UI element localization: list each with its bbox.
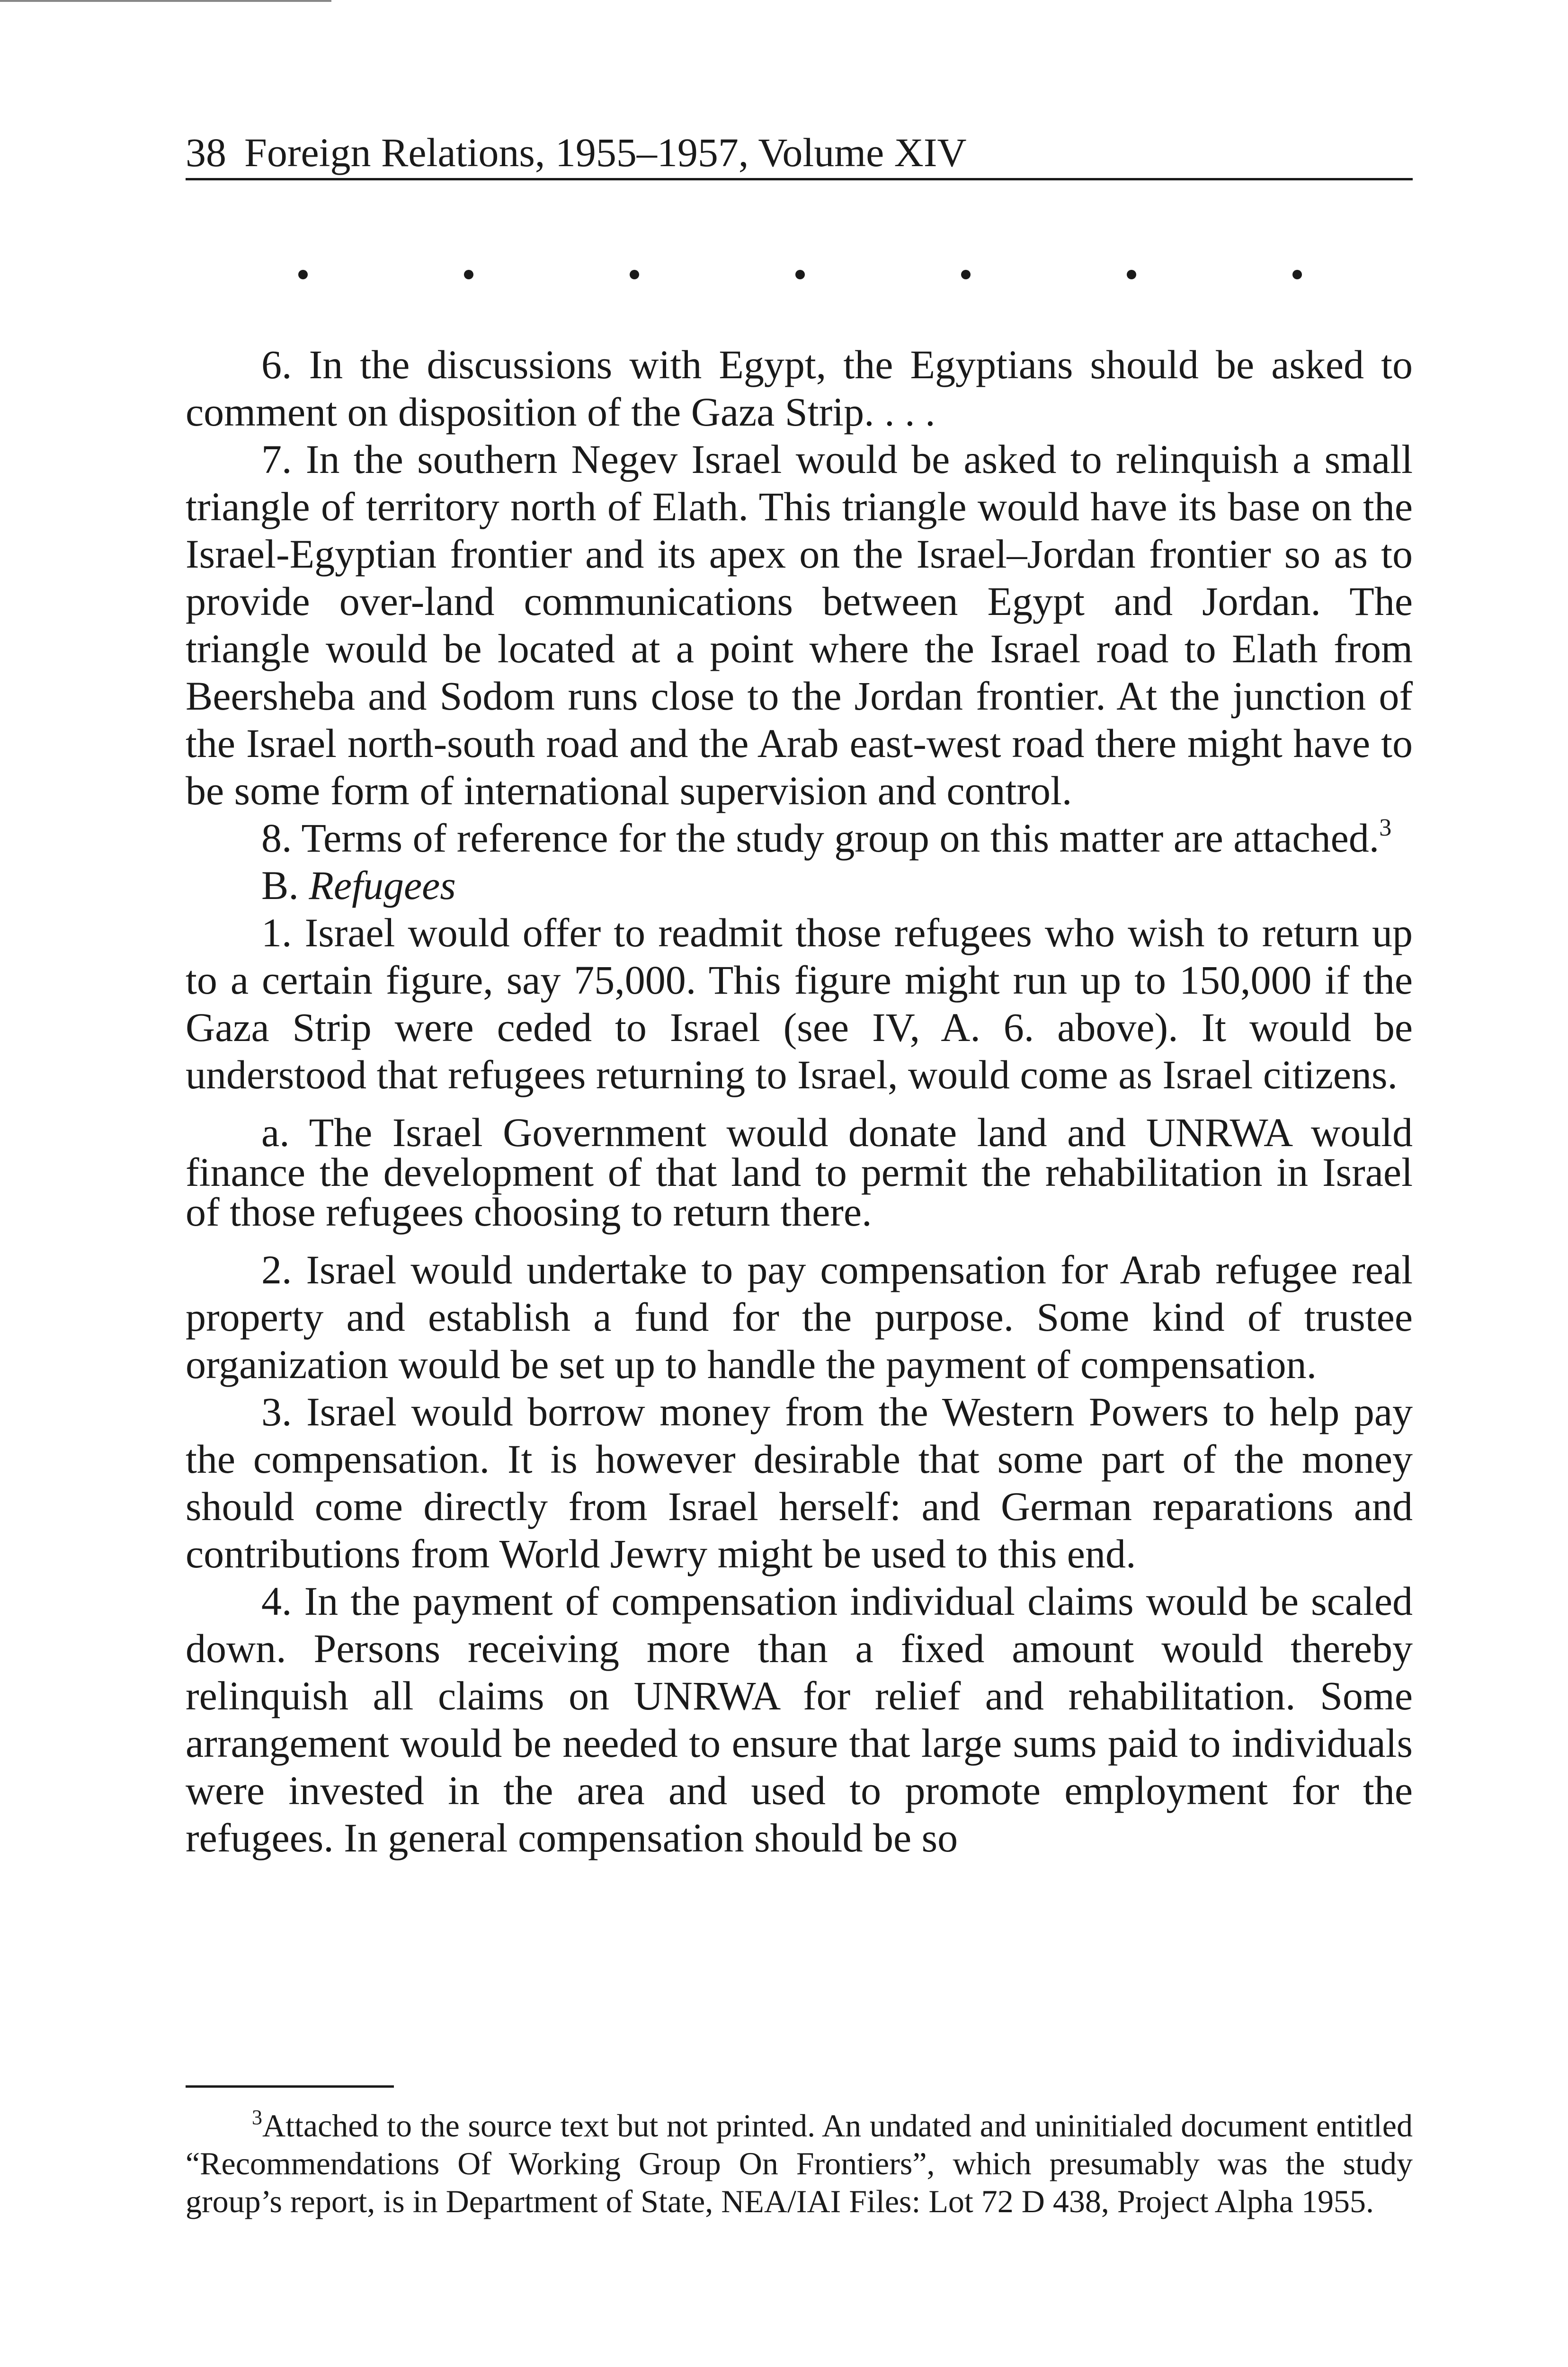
section-b-label: B. <box>261 863 299 908</box>
footnote-ref-3[interactable]: 3 <box>1379 814 1392 841</box>
paragraph-8-text: 8. Terms of reference for the study group on this matter are attached. <box>261 815 1380 861</box>
refugees-paragraph-1: 1. Israel would offer to readmit those refugees who wish to return up to a certain figure, say 75,000. This figure might run up to 150,000 if the Gaza Strip were ceded to Israel (see IV, A. 6. above). It would be understood that refugees returning to Israel, would come as Israel citizens. <box>186 910 1413 1097</box>
main-text <box>186 341 1413 1861</box>
page-number: 38 <box>186 130 226 175</box>
scan-edge-mark <box>0 0 331 2</box>
running-title: Foreign Relations, 1955–1957, Volume XIV <box>244 130 967 175</box>
paragraph-8 <box>186 814 1413 862</box>
omission-dot <box>630 270 639 279</box>
refugees-paragraph-3: 3. Israel would borrow money from the Western Powers to help pay the compensation. It is however desirable that some part of the money should come directly from Israel herself: and German reparations and contributions from World Jewry might be used to this end. <box>186 1389 1413 1576</box>
footnote-text: Attached to the source text but not printed. An undated and uninitialed document entitled “Recommendations Of Working Group On Frontiers”, which presumably was the study group’s report, is in Department of State, NEA/IAI Files: Lot 72 D 438, Project Alpha 1955. <box>186 2108 1413 2219</box>
section-heading-refugees <box>186 862 1413 909</box>
omission-dot <box>464 270 473 279</box>
refugees-paragraph-4: 4. In the payment of compensation individual claims would be scaled down. Persons receiving more than a fixed amount would thereby relinquish all claims on UNRWA for relief and rehabilitation. Some arrangement would be needed to ensure that large sums paid to individuals were invested in the area and used to promote employment for the refugees. In general compensation should be so <box>186 1578 1413 1860</box>
refugees-paragraph-2: 2. Israel would undertake to pay compensation for Arab refugee real property and establish a fund for the purpose. Some kind of trustee organization would be set up to handle the payment of compensation. <box>186 1247 1413 1387</box>
paragraph-7: 7. In the southern Negev Israel would be asked to relinquish a small triangle of territory north of Elath. This triangle would have its base on the Israel-Egyptian frontier and its apex on the Israel–Jordan frontier so as to provide over-land communications between Egypt and Jordan. The triangle would be located at a point where the Israel road to Elath from Beersheba and Sodom runs close to the Jordan frontier. At the junction of the Israel north-south road and the Arab east-west road there might have to be some form of international supervision and control. <box>186 436 1413 813</box>
omission-dot <box>298 270 308 279</box>
footnote-3 <box>186 2107 1413 2220</box>
omission-dot <box>961 270 971 279</box>
footnote-rule <box>186 2085 394 2088</box>
running-head <box>186 127 1413 180</box>
omission-dots <box>298 256 1302 294</box>
omission-dot <box>1292 270 1302 279</box>
section-b-title: Refugees <box>309 863 456 908</box>
footnote-number: 3 <box>252 2106 262 2129</box>
omission-dot <box>795 270 805 279</box>
omission-dot <box>1127 270 1136 279</box>
refugees-paragraph-1a: a. The Israel Government would donate land and UNRWA would finance the development of that land to permit the rehabilitation in Israel of those refugees choosing to return there. <box>186 1110 1413 1235</box>
paragraph-6: 6. In the discussions with Egypt, the Egyptians should be asked to comment on disposition of the Gaza Strip. . . . <box>186 342 1413 435</box>
